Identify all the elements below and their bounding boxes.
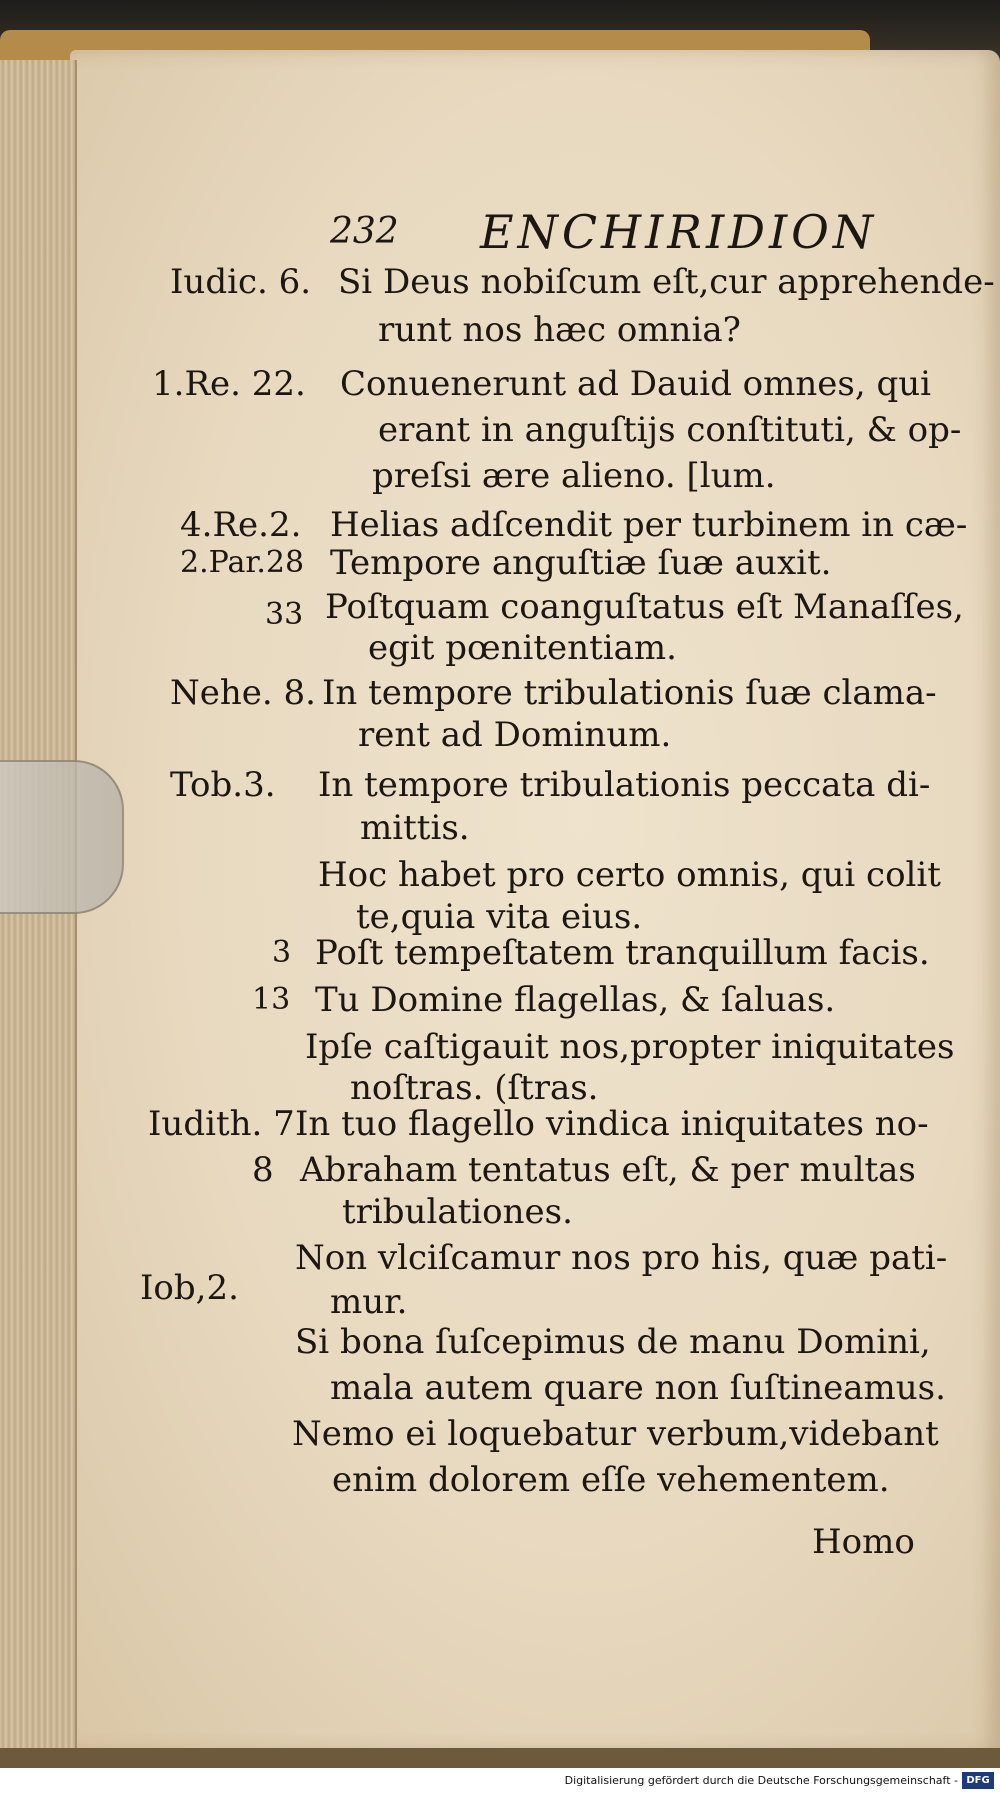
text-line: erant in anguſtijs conſtituti, & op- [378,410,962,450]
text-line: noſtras. (ſtras. [350,1068,599,1108]
text-line: Poſt tempeſtatem tranquillum facis. [315,933,930,973]
text-line: Abraham tentatus eſt, & per multas [300,1150,916,1190]
text-line: Non vlciſcamur nos pro his, quæ pati- [295,1238,948,1278]
ref-note: Tob.3. [170,765,276,805]
ref-note: 8 [252,1150,274,1190]
ref-note: Iudith. 7 [148,1104,295,1144]
text-line: Si Deus nobiſcum eſt,cur apprehende- [338,262,995,302]
ref-note: Nehe. 8. [170,673,316,713]
page-number: 232 [330,211,399,252]
text-line: Poſtquam coanguſtatus eſt Manaſſes, [325,587,964,627]
digitization-footer [0,1768,1000,1795]
ref-note: 3 [272,935,292,970]
text-line: Ipſe caſtigauit nos,propter iniquitates [305,1027,955,1067]
text-line: In tuo flagello vindica iniquitates no- [295,1104,929,1144]
text-line: In tempore tribulationis ſuæ clama- [322,673,937,713]
ref-note: 4.Re.2. [180,505,302,545]
text-line: Si bona ſuſcepimus de manu Domini, [295,1322,931,1362]
footer-credit: Digitalisierung gefördert durch die Deutsche Forschungsgemeinschaft - [564,1774,958,1787]
running-title: ENCHIRIDION [480,205,878,259]
text-line: preſsi ære alieno. [lum. [372,456,776,496]
ref-note: 13 [252,982,291,1017]
text-line: runt nos hæc omnia? [378,310,741,350]
text-line: mala autem quare non ſuſtineamus. [330,1368,946,1408]
text-line: Tempore anguſtiæ ſuæ auxit. [330,543,832,583]
text-line: In tempore tribulationis peccata di- [318,765,931,805]
bookmark-clip [0,760,124,914]
text-line: Hoc habet pro certo omnis, qui colit [318,855,941,895]
text-line: mur. [330,1282,408,1322]
text-line: rent ad Dominum. [358,715,672,755]
book-bottom-edge [0,1748,1000,1768]
ref-note: 2.Par.28 [180,545,305,580]
text-line: te,quia vita eius. [356,897,643,937]
text-line: egit pœnitentiam. [368,628,677,668]
catchword: Homo [812,1522,915,1562]
text-line: mittis. [360,808,470,848]
ref-note: Iob,2. [140,1268,239,1308]
text-line: Helias adſcendit per turbinem in cæ- [330,505,968,545]
ref-note: 33 [265,597,304,632]
dfg-logo: DFG [962,1772,994,1789]
text-line: enim dolorem eſſe vehementem. [332,1460,890,1500]
text-line: Tu Domine flagellas, & ſaluas. [315,980,836,1020]
ref-note: 1.Re. 22. [152,364,306,404]
ref-note: Iudic. 6. [170,262,312,302]
text-line: Nemo ei loquebatur verbum,videbant [292,1414,939,1454]
text-line: tribulationes. [342,1192,573,1232]
text-line: Conuenerunt ad Dauid omnes, qui [340,364,931,404]
